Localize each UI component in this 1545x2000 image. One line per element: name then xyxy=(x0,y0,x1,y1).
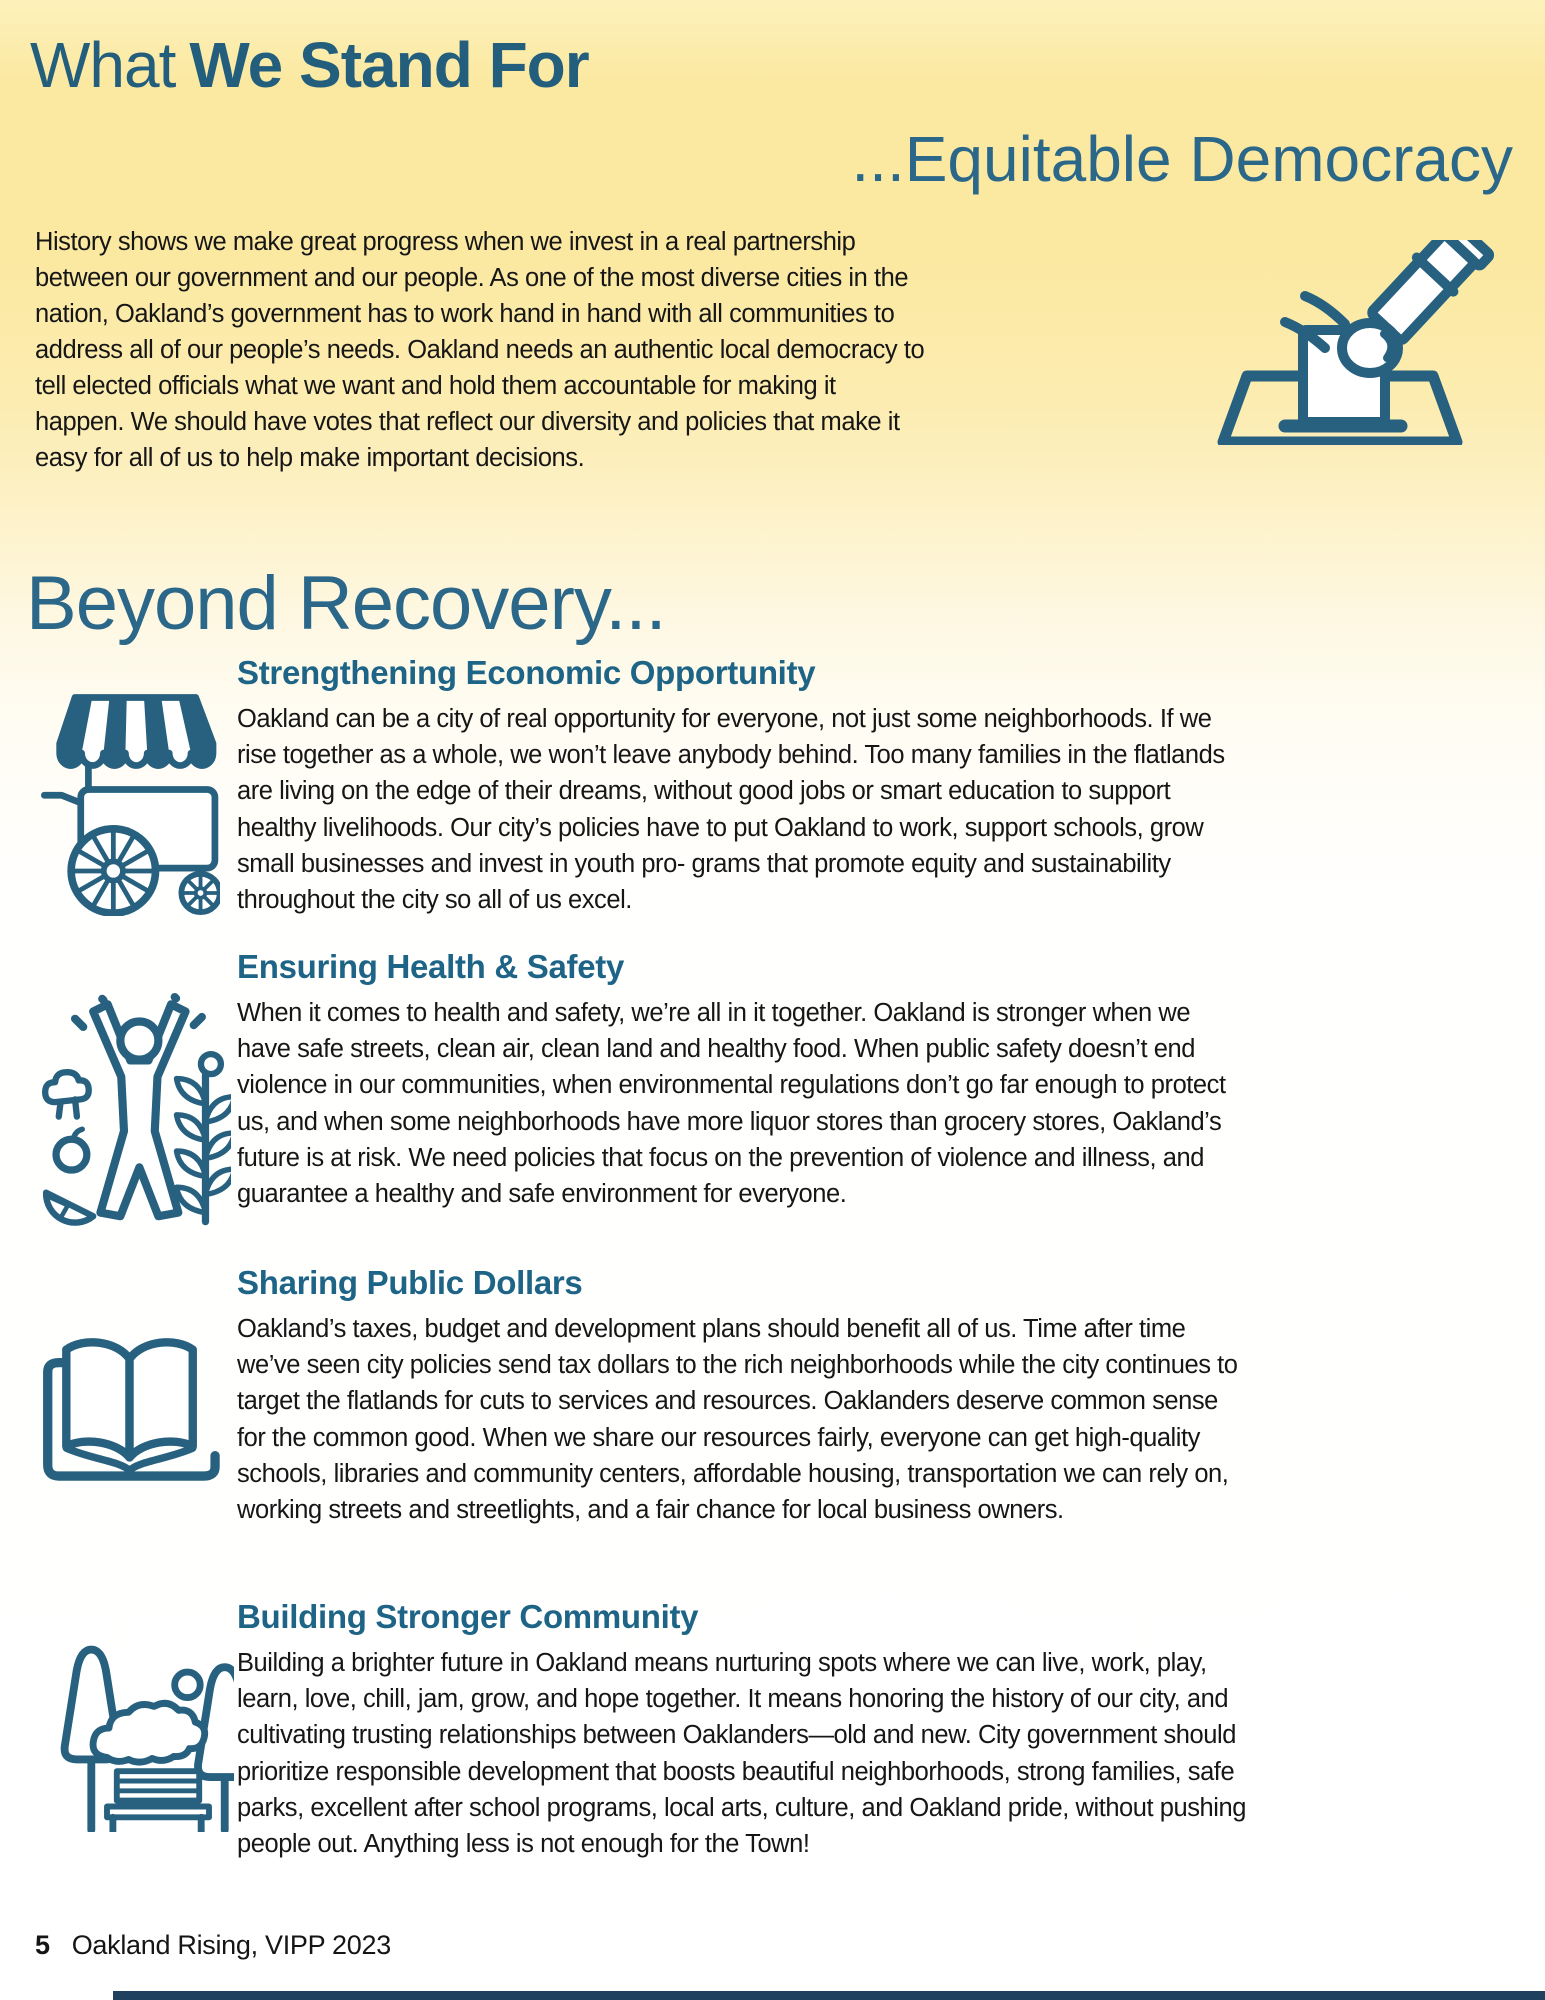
page-subtitle: ...Equitable Democracy xyxy=(851,123,1513,195)
open-book-icon xyxy=(30,1318,230,1490)
section-heading: Strengthening Economic Opportunity xyxy=(237,654,816,691)
section-stronger-community xyxy=(237,1598,1247,1862)
food-cart-icon xyxy=(22,686,220,916)
page-title xyxy=(30,30,589,100)
park-icon xyxy=(32,1626,234,1832)
ballot-box-icon xyxy=(1185,240,1495,445)
footer-text: Oakland Rising, VIPP 2023 xyxy=(71,1930,391,1960)
section-heading: Building Stronger Community xyxy=(237,1598,699,1635)
section-heading: Ensuring Health & Safety xyxy=(237,948,625,985)
section-body: Building a brighter future in Oakland means nurturing spots where we can live, work, play, learn, love, chill, jam, grow, and hope together. It means honoring the history of our city, and cultivating trusting relationships between Oaklanders—old and new. City government should prioritize responsible development that boosts beautiful neighborhoods, strong families, safe parks, excellent after school programs, local arts, culture, and Oakland pride, without pushing people out. Anything less is not enough for the Town! xyxy=(237,1649,1246,1859)
section-body: Oakland can be a city of real opportunity for everyone, not just some neighborhoods. If we rise together as a whole, we won’t leave anybody behind. Too many families in the flatlands are living on the edge of their dreams, without good jobs or smart education to support healthy livelihoods. Our city’s policies have to put Oakland to work, support schools, grow small businesses and invest in youth pro- grams that promote equity and sustainability throughout the city so all of us excel. xyxy=(237,705,1225,915)
intro-paragraph: History shows we make great progress when we invest in a real partnership between our government and our people. As one of the most diverse cities in the nation, Oakland’s government has to work hand in hand with all communities to address all of our people’s needs. Oakland needs an authentic local democracy to tell elected officials what we want and hold them accountable for making it happen. We should have votes that reflect our diversity and policies that make it easy for all of us to help make important decisions. xyxy=(35,228,925,472)
page-number: 5 xyxy=(35,1930,50,1960)
section-health-safety xyxy=(237,948,1247,1212)
section-body: Oakland’s taxes, budget and development plans should benefit all of us. Time after time we’ve seen city policies send tax dollars to the rich neighborhoods while the city continues to target the flatlands for cuts to services and resources. Oaklanders deserve common sense for the common good. When we share our resources fairly, everyone can get high-quality schools, libraries and community centers, affordable housing, transportation we can rely on, working streets and streetlights, and a fair chance for local business owners. xyxy=(237,1315,1238,1525)
page-footer xyxy=(35,1930,391,1961)
section-public-dollars xyxy=(237,1264,1247,1528)
section-economic-opportunity xyxy=(237,654,1247,918)
healthy-person-icon xyxy=(26,988,231,1228)
section-heading: Sharing Public Dollars xyxy=(237,1264,583,1301)
section-body: When it comes to health and safety, we’re all in it together. Oakland is stronger when we have safe streets, clean air, clean land and healthy food. When public safety doesn’t end violence in our communities, when environmental regulations don’t go far enough to protect us, and when some neighborhoods have more liquor stores than grocery stores, Oakland’s future is at risk. We need policies that focus on the prevention of violence and illness, and guarantee a healthy and safe environment for everyone. xyxy=(237,999,1226,1209)
page-title-regular: What xyxy=(30,29,176,101)
next-page-edge xyxy=(113,1991,1545,2000)
page-title-bold: We Stand For xyxy=(189,29,589,101)
beyond-recovery-heading: Beyond Recovery... xyxy=(26,561,666,646)
